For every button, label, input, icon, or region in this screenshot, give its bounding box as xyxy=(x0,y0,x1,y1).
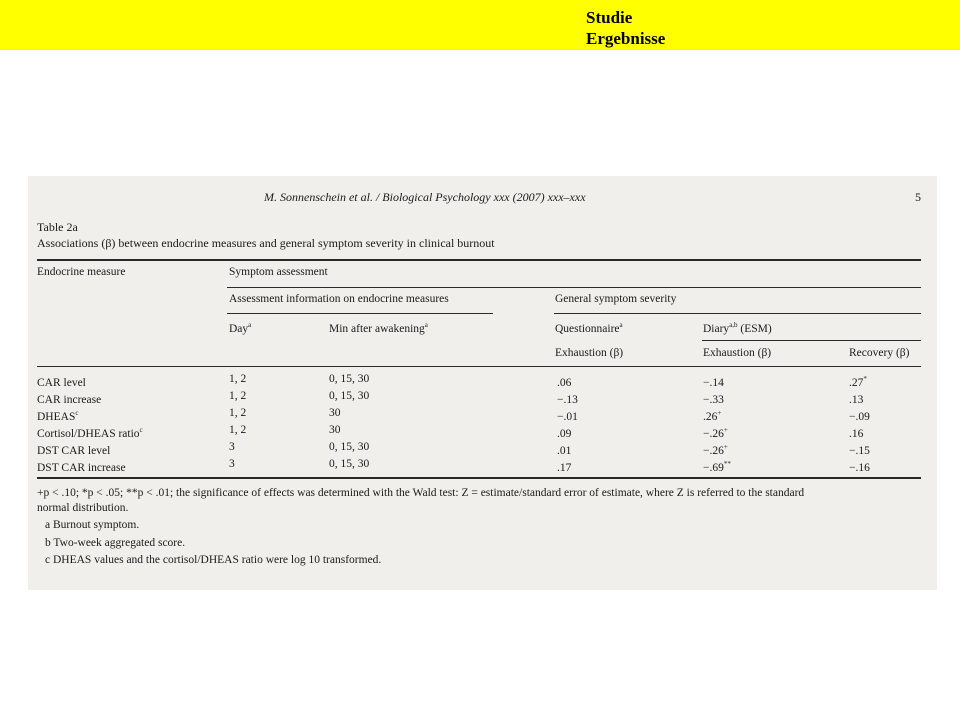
rule-sub2a xyxy=(227,313,493,314)
journal-header: M. Sonnenschein et al. / Biological Psychology xxx (2007) xxx–xxx xyxy=(264,190,586,204)
cell-day: 3 xyxy=(229,458,235,470)
cell-measure: DST CAR level xyxy=(37,444,111,457)
cell-questionnaire: .17 xyxy=(557,461,572,474)
cell-recovery: .13 xyxy=(849,393,864,406)
rule-bottom xyxy=(37,477,921,479)
rule-sub1 xyxy=(227,287,921,288)
banner-line-1: Studie xyxy=(586,8,633,27)
rule-sub3 xyxy=(702,340,921,341)
cell-min: 0, 15, 30 xyxy=(329,390,370,402)
cell-day: 1, 2 xyxy=(229,373,247,385)
cell-exhaustion: −.26+ xyxy=(703,443,728,457)
cell-min: 0, 15, 30 xyxy=(329,441,370,453)
cell-exhaustion: .26+ xyxy=(703,409,722,423)
col-min-after: Min after awakening$^a$ xyxy=(329,321,428,335)
col-endocrine-measure: Endocrine measure xyxy=(37,266,126,278)
cell-day: 1, 2 xyxy=(229,424,247,436)
cell-recovery: −.09 xyxy=(849,410,870,423)
cell-measure: DHEAS$^c$ xyxy=(37,409,79,423)
cell-measure: CAR increase xyxy=(37,393,102,406)
cell-day: 1, 2 xyxy=(229,407,247,419)
cell-questionnaire: .06 xyxy=(557,376,572,389)
cell-questionnaire: .09 xyxy=(557,427,572,440)
cell-min: 0, 15, 30 xyxy=(329,458,370,470)
rule-sub2b xyxy=(554,313,921,314)
cell-recovery: .27* xyxy=(849,375,867,389)
cell-recovery: −.15 xyxy=(849,444,870,457)
col-day: Day$^a$ xyxy=(229,321,252,335)
cell-exhaustion: −.26+ xyxy=(703,426,728,440)
cell-day: 1, 2 xyxy=(229,390,247,402)
col-symptom-assessment: Symptom assessment xyxy=(229,266,328,278)
cell-measure: DST CAR increase xyxy=(37,461,126,474)
table-caption: Associations (β) between endocrine measures and general symptom severity in clinical burnout xyxy=(37,236,495,250)
cell-min: 30 xyxy=(329,407,341,419)
col-recovery: Recovery (β) xyxy=(849,347,910,359)
cell-questionnaire: −.01 xyxy=(557,410,578,423)
footnote-c: c DHEAS values and the cortisol/DHEAS ratio were log 10 transformed. xyxy=(45,554,382,566)
page-number: 5 xyxy=(915,190,921,204)
cell-questionnaire: .01 xyxy=(557,444,572,457)
title-banner xyxy=(0,0,960,50)
cell-recovery: −.16 xyxy=(849,461,870,474)
table-name: Table 2a xyxy=(37,220,78,234)
cell-recovery: .16 xyxy=(849,427,864,440)
footnote-b: b Two-week aggregated score. xyxy=(45,537,186,549)
rule-top xyxy=(37,259,921,261)
col-questionnaire: Questionnaire$^a$ xyxy=(555,321,623,335)
banner-line-2: Ergebnisse xyxy=(586,29,666,48)
col-exhaustion-diary: Exhaustion (β) xyxy=(703,347,772,359)
col-diary: Diary$^{a,b}$ (ESM) xyxy=(703,321,772,335)
col-assessment-info: Assessment information on endocrine measures xyxy=(229,293,449,305)
cell-min: 30 xyxy=(329,424,341,436)
rule-head-bottom xyxy=(37,366,921,367)
cell-exhaustion: −.14 xyxy=(703,376,724,389)
cell-day: 3 xyxy=(229,441,235,453)
cell-exhaustion: −.69** xyxy=(703,460,731,474)
cell-exhaustion: −.33 xyxy=(703,393,724,406)
cell-min: 0, 15, 30 xyxy=(329,373,370,385)
col-general-severity: General symptom severity xyxy=(555,293,677,305)
cell-questionnaire: −.13 xyxy=(557,393,578,406)
cell-measure: Cortisol/DHEAS ratio$^c$ xyxy=(37,426,143,440)
footnote-significance-cont: normal distribution. xyxy=(37,502,129,514)
footnote-significance: +p < .10; *p < .05; **p < .01; the significance of effects was determined with the Wald test: Z = estimate/standard error of estimate, where Z is referred to the standard xyxy=(37,487,805,499)
col-exhaustion-questionnaire: Exhaustion (β) xyxy=(555,347,624,359)
footnote-a: a Burnout symptom. xyxy=(45,519,140,531)
cell-measure: CAR level xyxy=(37,376,86,389)
